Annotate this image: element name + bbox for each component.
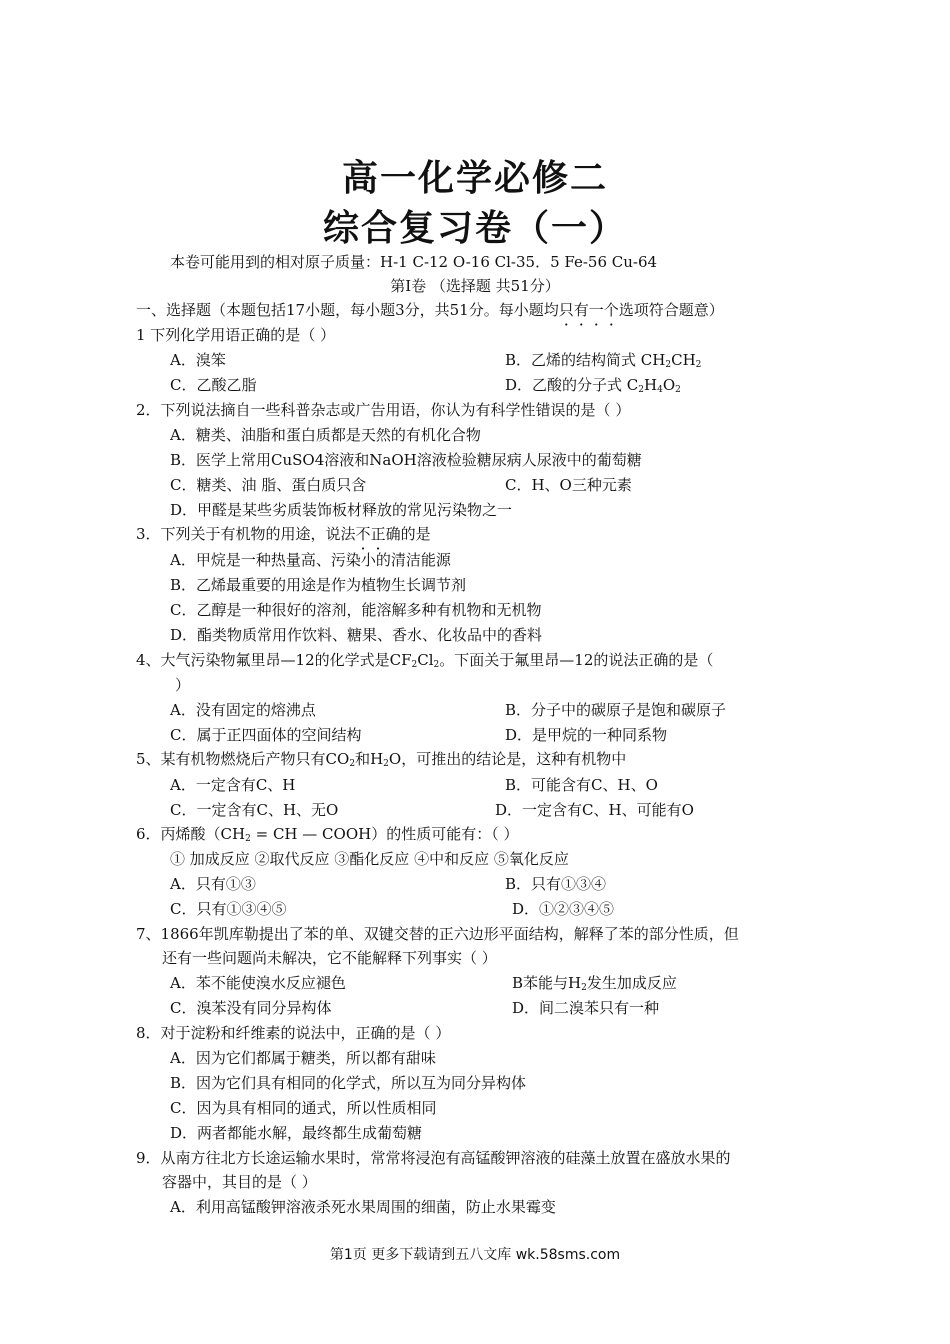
question-6-reaction-list: ① 加成反应 ②取代反应 ③酯化反应 ④中和反应 ⑤氧化反应	[170, 850, 569, 868]
question-5-option-d: D．一定含有C、H、可能有O	[495, 801, 694, 819]
question-1-stem: 1 下列化学用语正确的是（ ）	[136, 326, 336, 344]
question-1-option-c: C．乙酸乙脂	[170, 376, 257, 394]
question-3-option-c: C．乙醇是一种很好的溶剂，能溶解多种有机物和无机物	[170, 601, 542, 619]
part1-header: 第Ⅰ卷 （选择题 共51分）	[390, 277, 560, 295]
question-5-option-b: B．可能含有C、H、O	[505, 776, 658, 794]
question-1-option-d: D．乙酸的分子式 $C_2H_4O_2$	[505, 376, 681, 395]
question-3-option-a: A．甲烷是一种热量高、污染小的清洁能源	[170, 551, 451, 569]
question-6-stem: 6．丙烯酸（$CH_2$ = CH — COOH）的性质可能有：（ ）	[136, 825, 519, 844]
question-8-option-b: B．因为它们具有相同的化学式，所以互为同分异构体	[170, 1074, 527, 1092]
question-8-stem: 8．对于淀粉和纤维素的说法中，正确的是（ ）	[136, 1024, 451, 1042]
question-7-stem-cont: 还有一些问题尚未解决，它不能解释下列事实（ ）	[162, 949, 497, 967]
page-title: 高一化学必修二	[341, 158, 608, 199]
question-1-option-a: A．溴笨	[170, 351, 226, 369]
question-2-option-c: C．糖类、油 脂、蛋白质只含	[170, 476, 367, 494]
question-7-option-c: C．溴苯没有同分异构体	[170, 999, 332, 1017]
question-9-option-a: A．利用高锰酸钾溶液杀死水果周围的细菌，防止水果霉变	[170, 1198, 556, 1216]
question-9-stem: 9．从南方往北方长途运输水果时，常常将浸泡有高锰酸钾溶液的硅藻土放置在盛放水果的	[136, 1149, 731, 1167]
question-6-option-b: B．只有①③④	[505, 875, 607, 893]
question-5-option-c: C．一定含有C、H、无O	[170, 801, 339, 819]
question-4-option-b: B．分子中的碳原子是饱和碳原子	[505, 701, 727, 719]
question-6-option-d: D．①②③④⑤	[512, 900, 615, 918]
question-8-option-d: D．两者都能水解，最终都生成葡萄糖	[170, 1124, 423, 1142]
question-8-option-a: A．因为它们都属于糖类，所以都有甜味	[170, 1049, 436, 1067]
question-2-option-a: A．糖类、油脂和蛋白质都是天然的有机化合物	[170, 426, 481, 444]
question-1-option-b: B．乙烯的结构简式 $CH_2CH_2$	[505, 351, 702, 370]
question-7-stem: 7、1866年凯库勒提出了苯的单、双键交替的正六边形平面结构，解释了苯的部分性质，但	[136, 925, 739, 943]
page-subtitle: 综合复习卷（一）	[322, 208, 627, 249]
question-6-option-c: C．只有①③④⑤	[170, 900, 287, 918]
question-3-stem: 3．下列关于有机物的用途，说法不正确的是	[136, 525, 431, 543]
question-3-option-d: D．酯类物质常用作饮料、糖果、香水、化妆品中的香料	[170, 626, 543, 644]
question-8-option-c: C．因为具有相同的通式，所以性质相同	[170, 1099, 437, 1117]
question-7-option-b: B苯能与$H_2$发生加成反应	[512, 974, 677, 993]
page-footer: 第1页 更多下载请到五八文库 wk.58sms.com	[329, 1247, 621, 1263]
question-4-option-c: C．属于正四面体的空间结构	[170, 726, 362, 744]
question-6-option-a: A．只有①③	[170, 875, 256, 893]
question-4-option-a: A．没有固定的熔沸点	[170, 701, 316, 719]
question-5-stem: 5、某有机物燃烧后产物只有$CO_2$和$H_2O$，可推出的结论是，这种有机物中	[136, 750, 627, 769]
question-5-option-a: A．一定含有C、H	[170, 776, 296, 794]
question-2-option-b: B．医学上常用CuSO4溶液和NaOH溶液检验糖尿病人尿液中的葡萄糖	[170, 451, 642, 469]
question-4-stem: 4、大气污染物氟里昂—12的化学式是$CF_2Cl_2$。下面关于氟里昂—12的说法正确的是（	[136, 651, 714, 670]
question-2-option-d: D．甲醛是某些劣质装饰板材释放的常见污染物之一	[170, 501, 513, 519]
question-7-option-d: D．间二溴苯只有一种	[512, 999, 660, 1017]
question-7-option-a: A．苯不能使溴水反应褪色	[170, 974, 346, 992]
question-4-option-d: D．是甲烷的一种同系物	[505, 726, 668, 744]
section1-instructions: 一、选择题（本题包括17小题，每小题3分，共51分。每小题均只有一个选项符合题意）	[136, 301, 724, 319]
question-2-stem: 2．下列说法摘自一些科普杂志或广告用语，你认为有科学性错误的是（ ）	[136, 401, 631, 419]
question-3-option-b: B．乙烯最重要的用途是作为植物生长调节剂	[170, 576, 467, 594]
question-4-stem-cont: ）	[175, 676, 191, 694]
question-2-option-c-cont: C．H、O三种元素	[505, 476, 632, 494]
atomic-mass-note: 本卷可能用到的相对原子质量：H-1 C-12 O-16 Cl-35．5 Fe-56 Cu-64	[170, 253, 658, 271]
question-9-stem-cont: 容器中，其目的是（ ）	[162, 1173, 317, 1191]
